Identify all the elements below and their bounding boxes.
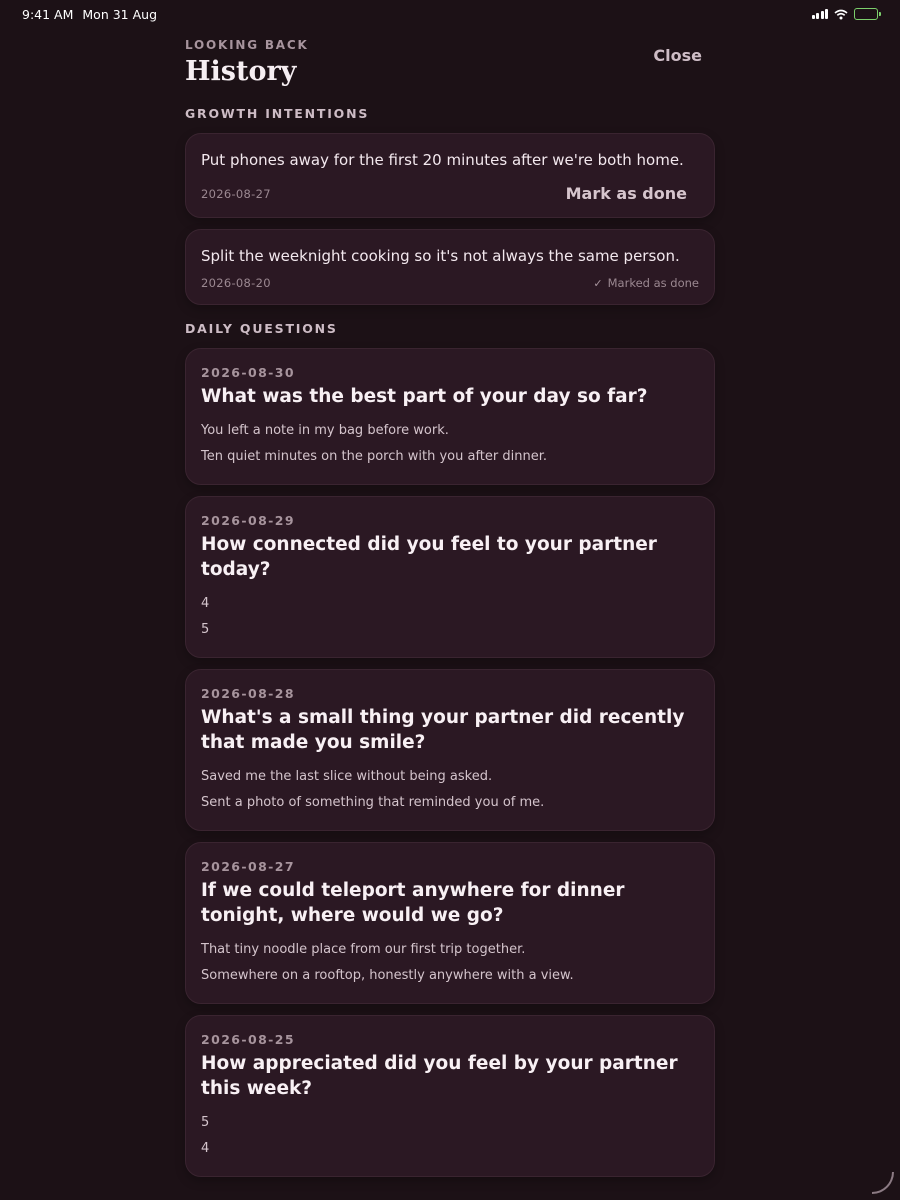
signal-icon bbox=[812, 9, 829, 19]
checkmark-icon: ✓ bbox=[593, 276, 603, 290]
close-button[interactable]: Close bbox=[653, 46, 702, 65]
wifi-icon bbox=[834, 9, 848, 20]
question-date: 2026-08-30 bbox=[201, 365, 295, 380]
question-card bbox=[185, 1015, 715, 1177]
answer: 4 bbox=[201, 596, 210, 611]
intention-text: Split the weeknight cooking so it's not always the same person. bbox=[201, 247, 680, 265]
answer: You left a note in my bag before work. bbox=[201, 423, 449, 438]
intention-card bbox=[185, 229, 715, 305]
answers-list bbox=[201, 591, 699, 643]
question-date: 2026-08-25 bbox=[201, 1032, 295, 1047]
resize-handle-icon[interactable] bbox=[872, 1172, 894, 1194]
answer: Ten quiet minutes on the porch with you after dinner. bbox=[201, 449, 548, 464]
answer: That tiny noodle place from our first trip together. bbox=[201, 942, 526, 957]
answers-list bbox=[201, 1110, 699, 1162]
answers-list bbox=[201, 764, 699, 816]
section-label-growth-intentions: GROWTH INTENTIONS bbox=[185, 106, 370, 121]
question-card bbox=[185, 348, 715, 485]
question-card bbox=[185, 669, 715, 831]
done-status-label: Marked as done bbox=[607, 276, 699, 290]
mark-as-done-button[interactable]: Mark as done bbox=[565, 184, 687, 203]
history-screen bbox=[185, 38, 715, 1188]
status-left bbox=[22, 7, 157, 22]
intention-meta bbox=[201, 184, 699, 203]
section-label-daily-questions: DAILY QUESTIONS bbox=[185, 321, 338, 336]
answer: Somewhere on a rooftop, honestly anywhere with a view. bbox=[201, 968, 574, 983]
status-right bbox=[812, 8, 879, 20]
question-text: If we could teleport anywhere for dinner tonight, where would we go? bbox=[201, 880, 625, 926]
intention-card bbox=[185, 133, 715, 218]
answer: 5 bbox=[201, 622, 210, 637]
question-date: 2026-08-29 bbox=[201, 513, 295, 528]
status-date: Mon 31 Aug bbox=[82, 6, 158, 22]
question-text: How appreciated did you feel by your partner this week? bbox=[201, 1053, 678, 1099]
intention-meta bbox=[201, 276, 699, 290]
intention-date: 2026-08-20 bbox=[201, 276, 271, 290]
battery-charging-icon bbox=[854, 8, 878, 20]
header bbox=[185, 38, 715, 100]
status-time: 9:41 AM bbox=[22, 6, 74, 22]
answer: Sent a photo of something that reminded you of me. bbox=[201, 795, 545, 810]
question-card bbox=[185, 842, 715, 1004]
question-date: 2026-08-28 bbox=[201, 686, 295, 701]
done-status-badge bbox=[593, 276, 699, 290]
answers-list bbox=[201, 937, 699, 989]
answer: 4 bbox=[201, 1141, 210, 1156]
question-card bbox=[185, 496, 715, 658]
question-date: 2026-08-27 bbox=[201, 859, 295, 874]
answer: Saved me the last slice without being asked. bbox=[201, 769, 493, 784]
answer: 5 bbox=[201, 1115, 210, 1130]
intention-date: 2026-08-27 bbox=[201, 186, 271, 201]
intention-text: Put phones away for the first 20 minutes after we're both home. bbox=[201, 151, 684, 169]
question-text: What was the best part of your day so far? bbox=[201, 386, 648, 407]
status-bar bbox=[0, 0, 900, 28]
question-text: What's a small thing your partner did recently that made you smile? bbox=[201, 707, 685, 753]
answers-list bbox=[201, 418, 699, 470]
question-text: How connected did you feel to your partner today? bbox=[201, 534, 657, 580]
page-title: History bbox=[185, 56, 297, 87]
eyebrow-label: LOOKING BACK bbox=[185, 38, 309, 52]
